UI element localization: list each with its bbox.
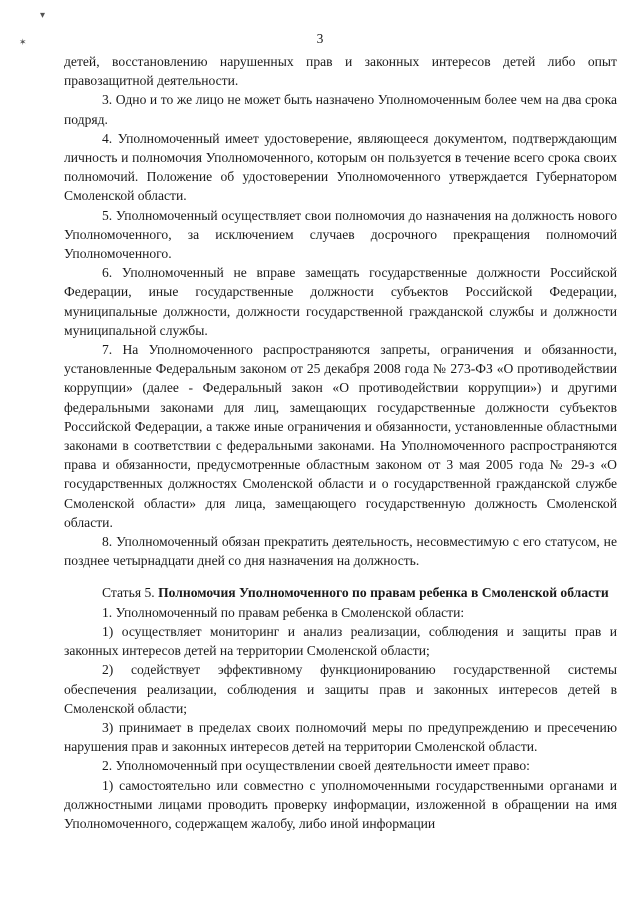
paragraph: 5. Уполномоченный осуществляет свои полномочия до назначения на должность нового Уполномоченного, за исключением случаев досрочного прекращения полномочий Уполномоченного. bbox=[64, 207, 617, 262]
scan-mark: ✶ bbox=[19, 38, 27, 48]
paragraph: 8. Уполномоченный обязан прекратить деятельность, несовместимую с его статусом, не позднее четырнадцати дней со дня назначения на должность. bbox=[64, 534, 617, 569]
paragraph: 3) принимает в пределах своих полномочий меры по предупреждению и пресечению нарушения прав и законных интересов детей на территории Смоленской области. bbox=[64, 719, 617, 755]
article-prefix: Статья 5. bbox=[102, 585, 159, 601]
paragraph: 6. Уполномоченный не вправе замещать государственные должности Российской Федерации, иные государственные должности субъектов Российской Федерации, муниципальные должности, должности государственной гражданской службы и должности муниципальной службы. bbox=[64, 265, 617, 338]
paragraph: 2. Уполномоченный при осуществлении своей деятельности имеет право: bbox=[102, 758, 530, 774]
article-title: Полномочия Уполномоченного по правам ребенка в Смоленской области bbox=[158, 585, 609, 601]
page-number: 3 bbox=[316, 31, 324, 46]
paragraph: 3. Одно и то же лицо не может быть назначено Уполномоченным более чем на два срока подряд. bbox=[64, 92, 617, 127]
paragraph: 2) содействует эффективному функционированию государственной системы обеспечения реализации, соблюдения и защиты прав и законных интересов детей в Смоленской области; bbox=[64, 662, 617, 716]
paragraph: 4. Уполномоченный имеет удостоверение, являющееся документом, подтверждающим личность и полномочия Уполномоченного, которым он пользуется в течение всего срока своих полномочий. Положение об удостоверении Уполномоченного утверждается Губернатором Смоленской области. bbox=[64, 130, 617, 204]
paragraph: 1) самостоятельно или совместно с уполномоченными государственными органами и должностными лицами проводить проверку информации, изложенной в обращении на имя Уполномоченного, содержащем жалобу, либо иной информации bbox=[64, 777, 617, 831]
paragraph: 1) осуществляет мониторинг и анализ реализации, соблюдения и защиты прав и законных интересов детей на территории Смоленской области; bbox=[64, 623, 617, 659]
paragraph: 1. Уполномоченный по правам ребенка в Смоленской области: bbox=[102, 604, 465, 620]
scan-mark: ▾ bbox=[40, 10, 46, 21]
article-heading bbox=[64, 583, 617, 602]
paragraph: 7. На Уполномоченного распространяются запреты, ограничения и обязанности, установленные Федеральным законом от 25 декабря 2008 года № 273-ФЗ «О противодействии коррупции» (далее - Федеральный закон «О противодействии коррупции») и другими федеральными законами для лиц, замещающих государственные должности субъектов Российской Федерации, а также иные ограничения и обязанности, установленные областными законами в соответствии с федеральными законами. На Уполномоченного распространяются права и обязанности, предусмотренные областным законом от 3 мая 2005 года № 29-з «О государственных должностях Смоленской области и о государственной гражданской службе Смоленской области» для лица, замещающего государственную должность Смоленской области. bbox=[64, 342, 617, 530]
document-body bbox=[64, 52, 617, 833]
paragraph: детей, восстановлению нарушенных прав и законных интересов детей либо опыт правозащитной деятельности. bbox=[64, 54, 617, 89]
